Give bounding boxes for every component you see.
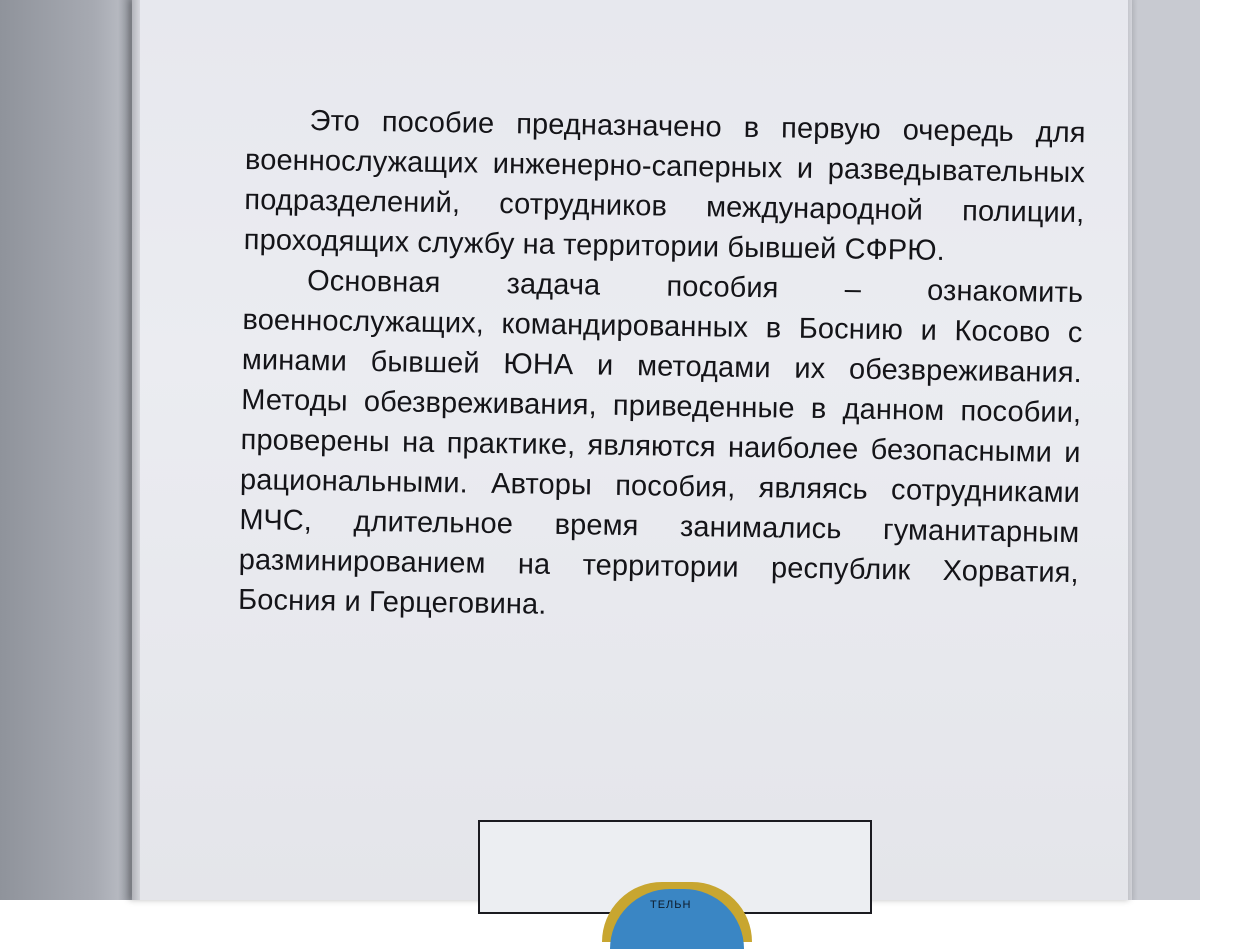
gutter-shadow <box>118 0 140 900</box>
left-page <box>0 0 135 900</box>
page-text <box>238 100 1086 633</box>
show-through-text <box>362 660 1242 840</box>
emblem-icon <box>602 882 752 942</box>
emblem-inner <box>610 889 744 949</box>
paragraph-1: Это пособие предназначено в первую очередь для военнослужащих инженерно-саперных и разведывательных подразделений, сотрудников международной полиции, проходящих службу на территории бывшей СФРЮ. <box>243 105 1086 267</box>
emblem-text: ТЕЛЬН <box>650 899 692 911</box>
emblem-frame <box>478 820 872 914</box>
paragraph-2: Основная задача пособия – ознакомить военнослужащих, командированных в Боснию и Косово с минами бывшей ЮНА и методами их обезвреживания. Методы обезвреживания, приведенные в данном пособии, проверены на практике, являются наиболее безопасными и рациональными. Авторы пособия, являясь сотрудниками МЧС, длительное время занимались гуманитарным разминированием на территории республик Хорватия, Босния и Герцеговина. <box>237 264 1084 621</box>
